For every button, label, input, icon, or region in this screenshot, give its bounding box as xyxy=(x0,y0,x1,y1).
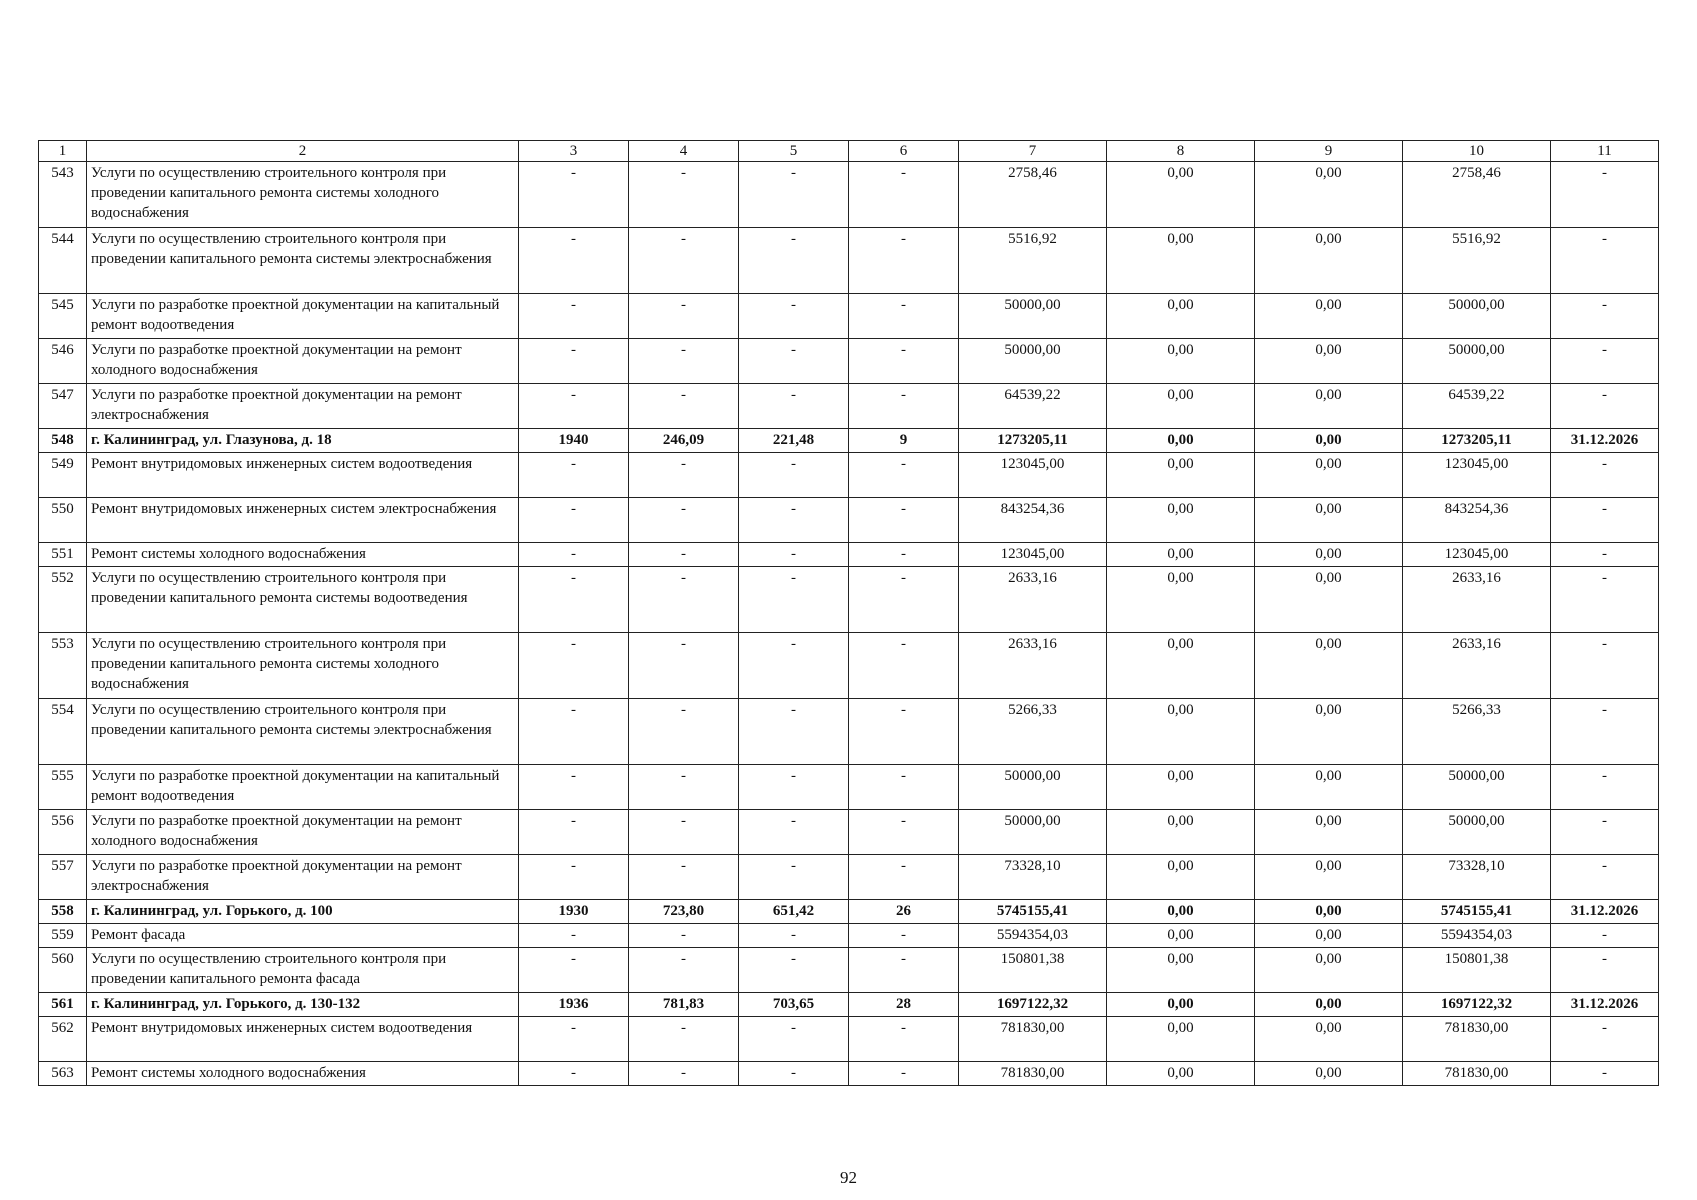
cost-col9-cell: 0,00 xyxy=(1255,162,1403,228)
table-row xyxy=(39,1062,1659,1086)
residents-cell: - xyxy=(849,453,959,498)
cost-col8-cell: 0,00 xyxy=(1107,567,1255,633)
area-living-cell: 221,48 xyxy=(739,429,849,453)
cost-col8-cell: 0,00 xyxy=(1107,633,1255,699)
area-total-cell: - xyxy=(629,567,739,633)
residents-cell: - xyxy=(849,567,959,633)
cost-col9-cell: 0,00 xyxy=(1255,453,1403,498)
row-number: 551 xyxy=(39,543,87,567)
column-header: 8 xyxy=(1107,141,1255,162)
table-row xyxy=(39,633,1659,699)
deadline-cell: - xyxy=(1551,699,1659,765)
area-living-cell: - xyxy=(739,699,849,765)
cost-col9-cell: 0,00 xyxy=(1255,429,1403,453)
year-cell: - xyxy=(519,384,629,429)
row-description: Услуги по осуществлению строительного контроля при проведении капитального ремонта фасада xyxy=(87,948,519,993)
cost-col9-cell: 0,00 xyxy=(1255,765,1403,810)
area-total-cell: - xyxy=(629,294,739,339)
cost-col8-cell: 0,00 xyxy=(1107,924,1255,948)
cost-col9-cell: 0,00 xyxy=(1255,948,1403,993)
cost-col10-cell: 50000,00 xyxy=(1403,294,1551,339)
cost-col8-cell: 0,00 xyxy=(1107,900,1255,924)
area-total-cell: - xyxy=(629,384,739,429)
cost-col10-cell: 123045,00 xyxy=(1403,543,1551,567)
row-description: Ремонт системы холодного водоснабжения xyxy=(87,543,519,567)
area-living-cell: - xyxy=(739,543,849,567)
cost-col8-cell: 0,00 xyxy=(1107,810,1255,855)
cost-col8-cell: 0,00 xyxy=(1107,543,1255,567)
row-number: 546 xyxy=(39,339,87,384)
deadline-cell: - xyxy=(1551,924,1659,948)
row-number: 554 xyxy=(39,699,87,765)
table-row xyxy=(39,1017,1659,1062)
total-cost-cell: 781830,00 xyxy=(959,1017,1107,1062)
residents-cell: 26 xyxy=(849,900,959,924)
cost-col10-cell: 150801,38 xyxy=(1403,948,1551,993)
cost-col8-cell: 0,00 xyxy=(1107,453,1255,498)
cost-col10-cell: 781830,00 xyxy=(1403,1017,1551,1062)
column-header: 4 xyxy=(629,141,739,162)
deadline-cell: 31.12.2026 xyxy=(1551,429,1659,453)
total-cost-cell: 5594354,03 xyxy=(959,924,1107,948)
year-cell: - xyxy=(519,498,629,543)
row-number: 559 xyxy=(39,924,87,948)
cost-col9-cell: 0,00 xyxy=(1255,498,1403,543)
residents-cell: - xyxy=(849,543,959,567)
cost-col9-cell: 0,00 xyxy=(1255,900,1403,924)
row-number: 550 xyxy=(39,498,87,543)
residents-cell: - xyxy=(849,948,959,993)
cost-col9-cell: 0,00 xyxy=(1255,294,1403,339)
deadline-cell: - xyxy=(1551,498,1659,543)
row-description: Услуги по разработке проектной документации на ремонт электроснабжения xyxy=(87,855,519,900)
year-cell: - xyxy=(519,1062,629,1086)
row-number: 560 xyxy=(39,948,87,993)
row-description: Ремонт системы холодного водоснабжения xyxy=(87,1062,519,1086)
residents-cell: - xyxy=(849,924,959,948)
year-cell: - xyxy=(519,339,629,384)
table-row xyxy=(39,339,1659,384)
area-total-cell: 781,83 xyxy=(629,993,739,1017)
area-living-cell: - xyxy=(739,498,849,543)
area-total-cell: - xyxy=(629,633,739,699)
cost-col8-cell: 0,00 xyxy=(1107,699,1255,765)
cost-col9-cell: 0,00 xyxy=(1255,339,1403,384)
deadline-cell: - xyxy=(1551,543,1659,567)
residents-cell: - xyxy=(849,162,959,228)
cost-col10-cell: 50000,00 xyxy=(1403,765,1551,810)
deadline-cell: - xyxy=(1551,633,1659,699)
cost-col10-cell: 5516,92 xyxy=(1403,228,1551,294)
table-row xyxy=(39,294,1659,339)
row-description: Ремонт внутридомовых инженерных систем водоотведения xyxy=(87,453,519,498)
row-number: 561 xyxy=(39,993,87,1017)
row-description: Ремонт внутридомовых инженерных систем электроснабжения xyxy=(87,498,519,543)
area-living-cell: 651,42 xyxy=(739,900,849,924)
deadline-cell: - xyxy=(1551,948,1659,993)
area-total-cell: - xyxy=(629,948,739,993)
year-cell: - xyxy=(519,453,629,498)
year-cell: - xyxy=(519,810,629,855)
row-description: Ремонт фасада xyxy=(87,924,519,948)
cost-col8-cell: 0,00 xyxy=(1107,162,1255,228)
cost-col10-cell: 843254,36 xyxy=(1403,498,1551,543)
year-cell: - xyxy=(519,228,629,294)
residents-cell: - xyxy=(849,384,959,429)
cost-col10-cell: 2633,16 xyxy=(1403,567,1551,633)
cost-col9-cell: 0,00 xyxy=(1255,810,1403,855)
area-living-cell: - xyxy=(739,339,849,384)
deadline-cell: - xyxy=(1551,339,1659,384)
total-cost-cell: 150801,38 xyxy=(959,948,1107,993)
cost-col9-cell: 0,00 xyxy=(1255,855,1403,900)
cost-col8-cell: 0,00 xyxy=(1107,228,1255,294)
table-body xyxy=(39,162,1659,1086)
row-description: Услуги по разработке проектной документации на ремонт электроснабжения xyxy=(87,384,519,429)
total-cost-cell: 2758,46 xyxy=(959,162,1107,228)
deadline-cell: - xyxy=(1551,384,1659,429)
area-total-cell: - xyxy=(629,1062,739,1086)
deadline-cell: - xyxy=(1551,294,1659,339)
cost-col10-cell: 781830,00 xyxy=(1403,1062,1551,1086)
total-cost-cell: 50000,00 xyxy=(959,339,1107,384)
total-cost-cell: 1273205,11 xyxy=(959,429,1107,453)
total-cost-cell: 50000,00 xyxy=(959,810,1107,855)
table-row xyxy=(39,429,1659,453)
cost-col10-cell: 50000,00 xyxy=(1403,810,1551,855)
cost-col9-cell: 0,00 xyxy=(1255,633,1403,699)
table-row xyxy=(39,699,1659,765)
area-living-cell: 703,65 xyxy=(739,993,849,1017)
deadline-cell: - xyxy=(1551,453,1659,498)
table-row xyxy=(39,498,1659,543)
page-number: 92 xyxy=(840,1168,857,1187)
column-header: 11 xyxy=(1551,141,1659,162)
cost-col10-cell: 73328,10 xyxy=(1403,855,1551,900)
table-row xyxy=(39,543,1659,567)
area-total-cell: - xyxy=(629,498,739,543)
total-cost-cell: 50000,00 xyxy=(959,765,1107,810)
column-header: 2 xyxy=(87,141,519,162)
cost-col9-cell: 0,00 xyxy=(1255,924,1403,948)
total-cost-cell: 5745155,41 xyxy=(959,900,1107,924)
total-cost-cell: 843254,36 xyxy=(959,498,1107,543)
area-total-cell: 723,80 xyxy=(629,900,739,924)
deadline-cell: - xyxy=(1551,1062,1659,1086)
total-cost-cell: 2633,16 xyxy=(959,633,1107,699)
row-description: Ремонт внутридомовых инженерных систем водоотведения xyxy=(87,1017,519,1062)
table-row xyxy=(39,765,1659,810)
cost-col8-cell: 0,00 xyxy=(1107,993,1255,1017)
area-total-cell: - xyxy=(629,810,739,855)
cost-col9-cell: 0,00 xyxy=(1255,543,1403,567)
total-cost-cell: 1697122,32 xyxy=(959,993,1107,1017)
table-row xyxy=(39,384,1659,429)
total-cost-cell: 5266,33 xyxy=(959,699,1107,765)
total-cost-cell: 50000,00 xyxy=(959,294,1107,339)
total-cost-cell: 123045,00 xyxy=(959,543,1107,567)
cost-col9-cell: 0,00 xyxy=(1255,699,1403,765)
residents-cell: - xyxy=(849,810,959,855)
area-total-cell: - xyxy=(629,162,739,228)
area-total-cell: - xyxy=(629,339,739,384)
total-cost-cell: 2633,16 xyxy=(959,567,1107,633)
cost-col10-cell: 123045,00 xyxy=(1403,453,1551,498)
deadline-cell: - xyxy=(1551,765,1659,810)
row-number: 544 xyxy=(39,228,87,294)
year-cell: - xyxy=(519,633,629,699)
cost-col8-cell: 0,00 xyxy=(1107,339,1255,384)
row-number: 562 xyxy=(39,1017,87,1062)
year-cell: - xyxy=(519,1017,629,1062)
total-cost-cell: 64539,22 xyxy=(959,384,1107,429)
cost-col10-cell: 50000,00 xyxy=(1403,339,1551,384)
row-description: Услуги по осуществлению строительного контроля при проведении капитального ремонта системы электроснабжения xyxy=(87,228,519,294)
row-number: 563 xyxy=(39,1062,87,1086)
table-row xyxy=(39,924,1659,948)
cost-col8-cell: 0,00 xyxy=(1107,294,1255,339)
column-header: 9 xyxy=(1255,141,1403,162)
year-cell: - xyxy=(519,699,629,765)
total-cost-cell: 73328,10 xyxy=(959,855,1107,900)
year-cell: 1940 xyxy=(519,429,629,453)
residents-cell: - xyxy=(849,1017,959,1062)
year-cell: 1936 xyxy=(519,993,629,1017)
row-description: Услуги по осуществлению строительного контроля при проведении капитального ремонта системы холодного водоснабжения xyxy=(87,633,519,699)
column-header: 6 xyxy=(849,141,959,162)
cost-col9-cell: 0,00 xyxy=(1255,1062,1403,1086)
cost-col10-cell: 5594354,03 xyxy=(1403,924,1551,948)
area-total-cell: - xyxy=(629,699,739,765)
table-row xyxy=(39,162,1659,228)
year-cell: - xyxy=(519,567,629,633)
area-total-cell: - xyxy=(629,1017,739,1062)
year-cell: - xyxy=(519,162,629,228)
cost-col9-cell: 0,00 xyxy=(1255,384,1403,429)
area-living-cell: - xyxy=(739,924,849,948)
cost-col9-cell: 0,00 xyxy=(1255,228,1403,294)
area-living-cell: - xyxy=(739,384,849,429)
cost-col10-cell: 64539,22 xyxy=(1403,384,1551,429)
residents-cell: - xyxy=(849,498,959,543)
row-number: 552 xyxy=(39,567,87,633)
table-row xyxy=(39,900,1659,924)
row-description: г. Калининград, ул. Горького, д. 100 xyxy=(87,900,519,924)
year-cell: 1930 xyxy=(519,900,629,924)
row-description: Услуги по разработке проектной документации на капитальный ремонт водоотведения xyxy=(87,765,519,810)
row-number: 548 xyxy=(39,429,87,453)
residents-cell: - xyxy=(849,633,959,699)
column-header: 5 xyxy=(739,141,849,162)
cost-col8-cell: 0,00 xyxy=(1107,498,1255,543)
area-total-cell: 246,09 xyxy=(629,429,739,453)
row-number: 558 xyxy=(39,900,87,924)
table-row xyxy=(39,567,1659,633)
cost-col9-cell: 0,00 xyxy=(1255,567,1403,633)
deadline-cell: - xyxy=(1551,810,1659,855)
deadline-cell: - xyxy=(1551,567,1659,633)
row-number: 556 xyxy=(39,810,87,855)
area-total-cell: - xyxy=(629,228,739,294)
residents-cell: 9 xyxy=(849,429,959,453)
area-total-cell: - xyxy=(629,543,739,567)
row-description: Услуги по разработке проектной документации на ремонт холодного водоснабжения xyxy=(87,810,519,855)
year-cell: - xyxy=(519,543,629,567)
row-description: Услуги по разработке проектной документации на ремонт холодного водоснабжения xyxy=(87,339,519,384)
year-cell: - xyxy=(519,924,629,948)
residents-cell: - xyxy=(849,1062,959,1086)
area-living-cell: - xyxy=(739,765,849,810)
table-row xyxy=(39,993,1659,1017)
deadline-cell: 31.12.2026 xyxy=(1551,900,1659,924)
row-number: 543 xyxy=(39,162,87,228)
cost-col10-cell: 1273205,11 xyxy=(1403,429,1551,453)
cost-col9-cell: 0,00 xyxy=(1255,1017,1403,1062)
residents-cell: 28 xyxy=(849,993,959,1017)
area-total-cell: - xyxy=(629,855,739,900)
row-description: Услуги по осуществлению строительного контроля при проведении капитального ремонта системы электроснабжения xyxy=(87,699,519,765)
column-header: 10 xyxy=(1403,141,1551,162)
column-number-row xyxy=(39,141,1659,162)
cost-col10-cell: 5266,33 xyxy=(1403,699,1551,765)
table-row xyxy=(39,810,1659,855)
cost-col10-cell: 1697122,32 xyxy=(1403,993,1551,1017)
column-header: 3 xyxy=(519,141,629,162)
cost-col8-cell: 0,00 xyxy=(1107,855,1255,900)
deadline-cell: - xyxy=(1551,1017,1659,1062)
residents-cell: - xyxy=(849,855,959,900)
table-row xyxy=(39,948,1659,993)
cost-col10-cell: 2633,16 xyxy=(1403,633,1551,699)
row-number: 545 xyxy=(39,294,87,339)
residents-cell: - xyxy=(849,294,959,339)
cost-col8-cell: 0,00 xyxy=(1107,948,1255,993)
cost-col9-cell: 0,00 xyxy=(1255,993,1403,1017)
table-row xyxy=(39,855,1659,900)
deadline-cell: - xyxy=(1551,162,1659,228)
row-description: г. Калининград, ул. Горького, д. 130-132 xyxy=(87,993,519,1017)
deadline-cell: - xyxy=(1551,228,1659,294)
area-total-cell: - xyxy=(629,924,739,948)
area-living-cell: - xyxy=(739,567,849,633)
row-description: г. Калининград, ул. Глазунова, д. 18 xyxy=(87,429,519,453)
cost-col10-cell: 2758,46 xyxy=(1403,162,1551,228)
year-cell: - xyxy=(519,765,629,810)
cost-col8-cell: 0,00 xyxy=(1107,1062,1255,1086)
column-header: 7 xyxy=(959,141,1107,162)
residents-cell: - xyxy=(849,339,959,384)
deadline-cell: - xyxy=(1551,855,1659,900)
residents-cell: - xyxy=(849,699,959,765)
area-living-cell: - xyxy=(739,162,849,228)
table-row xyxy=(39,228,1659,294)
area-living-cell: - xyxy=(739,810,849,855)
area-living-cell: - xyxy=(739,1017,849,1062)
year-cell: - xyxy=(519,294,629,339)
cost-col8-cell: 0,00 xyxy=(1107,765,1255,810)
cost-col8-cell: 0,00 xyxy=(1107,429,1255,453)
row-number: 553 xyxy=(39,633,87,699)
column-header: 1 xyxy=(39,141,87,162)
total-cost-cell: 123045,00 xyxy=(959,453,1107,498)
residents-cell: - xyxy=(849,228,959,294)
table-row xyxy=(39,453,1659,498)
year-cell: - xyxy=(519,855,629,900)
area-total-cell: - xyxy=(629,453,739,498)
row-description: Услуги по осуществлению строительного контроля при проведении капитального ремонта системы холодного водоснабжения xyxy=(87,162,519,228)
total-cost-cell: 5516,92 xyxy=(959,228,1107,294)
area-living-cell: - xyxy=(739,228,849,294)
row-description: Услуги по разработке проектной документации на капитальный ремонт водоотведения xyxy=(87,294,519,339)
residents-cell: - xyxy=(849,765,959,810)
cost-col8-cell: 0,00 xyxy=(1107,384,1255,429)
area-living-cell: - xyxy=(739,294,849,339)
area-living-cell: - xyxy=(739,855,849,900)
cost-col8-cell: 0,00 xyxy=(1107,1017,1255,1062)
area-living-cell: - xyxy=(739,1062,849,1086)
row-number: 549 xyxy=(39,453,87,498)
cost-col10-cell: 5745155,41 xyxy=(1403,900,1551,924)
area-living-cell: - xyxy=(739,453,849,498)
deadline-cell: 31.12.2026 xyxy=(1551,993,1659,1017)
area-living-cell: - xyxy=(739,633,849,699)
repair-schedule-table xyxy=(38,140,1659,1086)
row-description: Услуги по осуществлению строительного контроля при проведении капитального ремонта системы водоотведения xyxy=(87,567,519,633)
year-cell: - xyxy=(519,948,629,993)
row-number: 555 xyxy=(39,765,87,810)
area-living-cell: - xyxy=(739,948,849,993)
row-number: 557 xyxy=(39,855,87,900)
total-cost-cell: 781830,00 xyxy=(959,1062,1107,1086)
area-total-cell: - xyxy=(629,765,739,810)
row-number: 547 xyxy=(39,384,87,429)
